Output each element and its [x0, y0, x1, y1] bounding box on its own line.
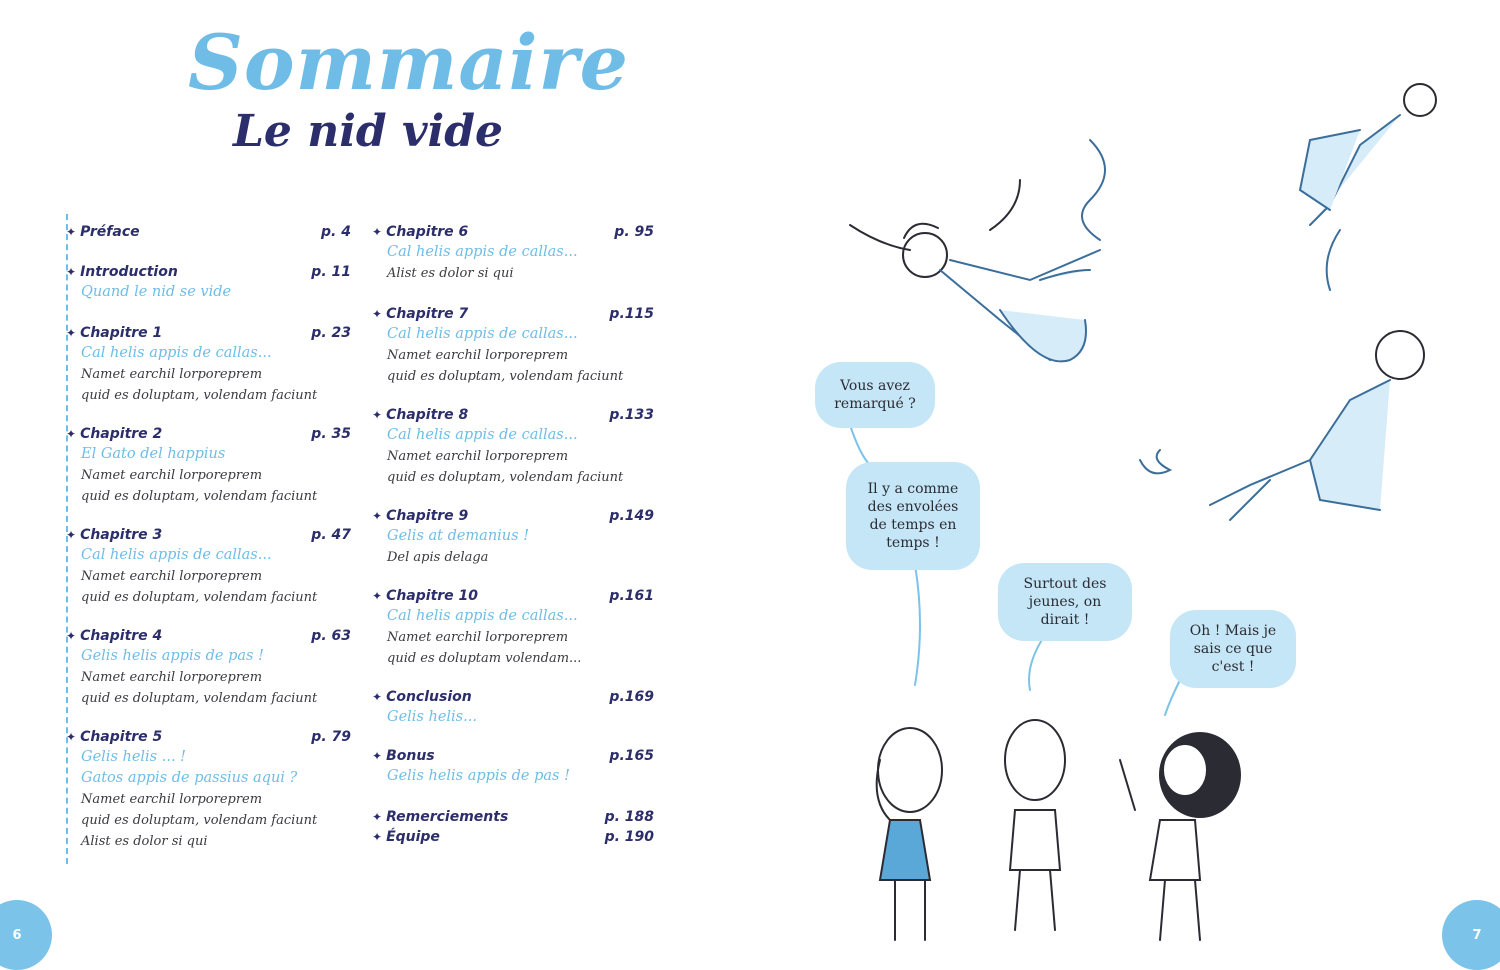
toc-entry-page: p. 4 — [321, 224, 351, 240]
toc-entry-page: p.149 — [609, 508, 654, 524]
toc-entry[interactable] — [372, 304, 654, 387]
toc-entry[interactable] — [372, 586, 654, 669]
toc-entry-page: p. 190 — [604, 829, 654, 845]
toc-entry-subtitle: Quand le nid se vide — [81, 284, 232, 300]
toc-entry[interactable] — [372, 405, 654, 488]
kid-standing-2 — [1005, 720, 1065, 930]
toc-entry-heading — [66, 525, 351, 545]
toc-entry-description: quid es doluptam, volendam faciunt — [81, 590, 318, 605]
star-bullet-icon: ✦ — [372, 830, 383, 844]
toc-entry-page: p. 95 — [614, 224, 654, 240]
toc-entry-page: p. 188 — [604, 809, 654, 825]
toc-entry-heading — [66, 727, 351, 747]
illustration — [800, 60, 1460, 960]
toc-entry-description: quid es doluptam, volendam faciunt — [81, 489, 318, 504]
star-bullet-icon: ✦ — [66, 730, 77, 744]
toc-entry-page: p.169 — [609, 689, 654, 705]
toc-entry-title: Chapitre 5 — [80, 729, 163, 745]
toc-entry-title: Chapitre 9 — [386, 508, 469, 524]
toc-entry-heading — [372, 222, 654, 242]
toc-entry-subtitle: Gelis at demanius ! — [387, 528, 530, 544]
toc-entry-page: p.133 — [609, 407, 654, 423]
toc-entry-description: quid es doluptam volendam... — [387, 651, 582, 666]
toc-entry-description: Namet earchil lorporeprem — [387, 630, 569, 645]
speech-bubble-3: Surtout des jeunes, on dirait ! — [998, 563, 1132, 641]
star-bullet-icon: ✦ — [372, 225, 383, 239]
star-bullet-icon: ✦ — [372, 690, 383, 704]
star-bullet-icon: ✦ — [66, 225, 77, 239]
toc-entry-description: quid es doluptam, volendam faciunt — [387, 470, 624, 485]
toc-entry-heading — [372, 687, 654, 707]
page-subtitle: Le nid vide — [232, 106, 504, 157]
toc-entry-heading — [372, 746, 654, 766]
page-title: Sommaire — [188, 18, 629, 107]
toc-entry-title: Chapitre 4 — [80, 628, 163, 644]
toc-entry-title: Chapitre 8 — [386, 407, 469, 423]
toc-entry-heading — [372, 586, 654, 606]
speech-bubble-4: Oh ! Mais je sais ce que c'est ! — [1170, 610, 1296, 688]
toc-entry-description: quid es doluptam, volendam faciunt — [81, 813, 318, 828]
toc-entry-page: p. 11 — [311, 264, 351, 280]
toc-entry-title: Équipe — [386, 829, 440, 845]
toc-entry-title: Chapitre 1 — [80, 325, 163, 341]
toc-column-left — [66, 222, 351, 852]
toc-entry-description: Alist es dolor si qui — [387, 266, 514, 281]
toc-entry-description: Namet earchil lorporeprem — [81, 670, 263, 685]
star-bullet-icon: ✦ — [66, 427, 77, 441]
toc-entry[interactable] — [66, 262, 351, 303]
kid-standing-3 — [1120, 733, 1240, 940]
toc-entry-heading — [66, 262, 351, 282]
star-bullet-icon: ✦ — [66, 528, 77, 542]
toc-entry-subtitle: Cal helis appis de callas... — [387, 427, 578, 443]
toc-entry-page: p. 63 — [311, 628, 351, 644]
toc-entry-title: Remerciements — [386, 809, 509, 825]
toc-entry[interactable] — [66, 222, 351, 242]
toc-entry-heading — [66, 323, 351, 343]
toc-entry-title: Chapitre 3 — [80, 527, 163, 543]
toc-column-right — [372, 222, 654, 847]
toc-entry-subtitle: Cal helis appis de callas... — [387, 244, 578, 260]
speech-bubble-2: Il y a comme des envolées de temps en temps ! — [846, 462, 980, 570]
speech-bubble-1: Vous avez remarqué ? — [815, 362, 935, 428]
toc-entry-subtitle: Cal helis appis de callas... — [81, 547, 272, 563]
toc-entry-description: Namet earchil lorporeprem — [81, 468, 263, 483]
toc-entry[interactable] — [372, 746, 654, 787]
toc-entry-heading — [372, 304, 654, 324]
toc-entry-heading — [66, 424, 351, 444]
toc-entry[interactable] — [372, 506, 654, 568]
toc-entry-title: Chapitre 2 — [80, 426, 163, 442]
toc-entry-heading — [372, 827, 654, 847]
kid-standing-1 — [877, 728, 942, 940]
star-bullet-icon: ✦ — [372, 749, 383, 763]
toc-entry-subtitle: Cal helis appis de callas... — [387, 608, 578, 624]
toc-entry[interactable] — [372, 222, 654, 284]
toc-entry[interactable] — [372, 687, 654, 728]
toc-entry-heading — [66, 222, 351, 242]
toc-entry-page: p.161 — [609, 588, 654, 604]
toc-entry-page: p. 79 — [311, 729, 351, 745]
toc-entry-title: Bonus — [386, 748, 435, 764]
toc-entry-page: p. 23 — [311, 325, 351, 341]
toc-entry-description: quid es doluptam, volendam faciunt — [81, 388, 318, 403]
toc-entry[interactable] — [66, 525, 351, 608]
toc-entry-subtitle: Cal helis appis de callas... — [387, 326, 578, 342]
toc-entry-description: quid es doluptam, volendam faciunt — [387, 369, 624, 384]
toc-entry-heading — [372, 807, 654, 827]
toc-entry-description: Alist es dolor si qui — [81, 834, 208, 849]
toc-entry-title: Chapitre 7 — [386, 306, 469, 322]
toc-entry-title: Préface — [80, 224, 140, 240]
toc-entry-subtitle: Gelis helis... — [387, 709, 477, 725]
toc-entry-description: Namet earchil lorporeprem — [81, 792, 263, 807]
star-bullet-icon: ✦ — [372, 408, 383, 422]
star-bullet-icon: ✦ — [372, 810, 383, 824]
toc-entry-page: p. 35 — [311, 426, 351, 442]
star-bullet-icon: ✦ — [372, 589, 383, 603]
toc-entry[interactable] — [66, 727, 351, 852]
toc-entry-description: Del apis delaga — [387, 550, 489, 565]
toc-entry-description: Namet earchil lorporeprem — [81, 367, 263, 382]
toc-entry-title: Chapitre 10 — [386, 588, 479, 604]
toc-entry[interactable] — [66, 424, 351, 507]
toc-entry[interactable] — [372, 807, 654, 827]
star-bullet-icon: ✦ — [372, 307, 383, 321]
toc-entry-subtitle: Cal helis appis de callas... — [81, 345, 272, 361]
toc-entry-subtitle: Gatos appis de passius aqui ? — [81, 770, 298, 786]
toc-entry-description: Namet earchil lorporeprem — [81, 569, 263, 584]
toc-entry-subtitle: Gelis helis ... ! — [81, 749, 186, 765]
toc-entry-subtitle: Gelis helis appis de pas ! — [81, 648, 264, 664]
toc-entry-subtitle: El Gato del happius — [81, 446, 226, 462]
toc-entry[interactable] — [372, 827, 654, 847]
toc-entry-page: p. 47 — [311, 527, 351, 543]
star-bullet-icon: ✦ — [66, 629, 77, 643]
star-bullet-icon: ✦ — [66, 265, 77, 279]
toc-entry-title: Conclusion — [386, 689, 472, 705]
page-number-left: 6 — [0, 900, 52, 970]
page-number-right: 7 — [1442, 900, 1500, 970]
toc-entry-subtitle: Gelis helis appis de pas ! — [387, 768, 570, 784]
toc-entry-description: quid es doluptam, volendam faciunt — [81, 691, 318, 706]
toc-entry-page: p.165 — [609, 748, 654, 764]
star-bullet-icon: ✦ — [66, 326, 77, 340]
toc-entry[interactable] — [66, 626, 351, 709]
toc-entry-heading — [66, 626, 351, 646]
flying-kid-2 — [1300, 84, 1436, 290]
flying-kid-3 — [1140, 331, 1424, 520]
toc-entry-title: Chapitre 6 — [386, 224, 469, 240]
toc-entry-description: Namet earchil lorporeprem — [387, 449, 569, 464]
toc-entry-description: Namet earchil lorporeprem — [387, 348, 569, 363]
toc-entry[interactable] — [66, 323, 351, 406]
toc-entry-heading — [372, 405, 654, 425]
toc-entry-page: p.115 — [609, 306, 654, 322]
star-bullet-icon: ✦ — [372, 509, 383, 523]
toc-entry-title: Introduction — [80, 264, 178, 280]
flying-kid-1 — [850, 140, 1105, 361]
toc-entry-heading — [372, 506, 654, 526]
